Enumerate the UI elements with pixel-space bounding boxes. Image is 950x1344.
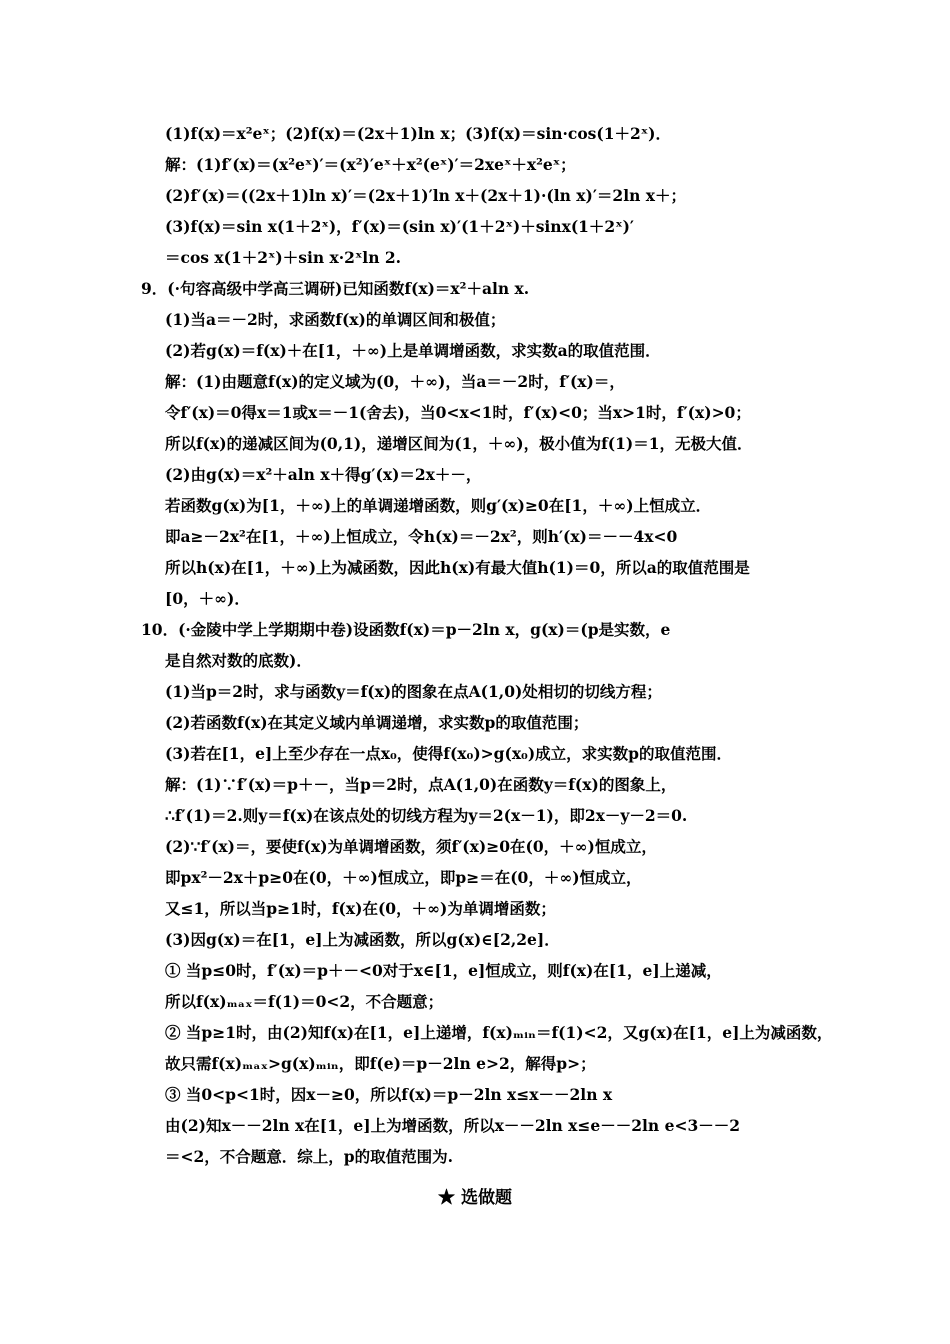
text-line: 所以h(x)在[1，＋∞)上为减函数，因此h(x)有最大值h(1)＝0，所以a的取值范围是 [165,558,750,577]
text-line: (2)∵f′(x)＝，要使f(x)为单调增函数，须f′(x)≥0在(0，＋∞)恒成立， [165,837,657,856]
text-line: (1)f(x)＝x²eˣ；(2)f(x)＝(2x＋1)ln x；(3)f(x)＝sin·cos(1＋2ˣ)． [165,124,671,143]
text-line: 解：(1)f′(x)＝(x²eˣ)′＝(x²)′eˣ＋x²(eˣ)′＝2xeˣ＋x²eˣ； [165,155,576,174]
text-line: 解：(1)∵f′(x)＝p＋－，当p＝2时，点A(1,0)在函数y＝f(x)的图象上， [165,775,677,794]
text-line: ② 当p≥1时，由(2)知f(x)在[1，e]上递增，f(x)ₘᵢₙ＝f(1)<2，又g(x)在[1，e]上为减函数， [165,1023,833,1042]
text-line: (3)若在[1，e]上至少存在一点x₀，使得f(x₀)>g(x₀)成立，求实数p的取值范围． [165,744,733,763]
text-line: 即px²－2x＋p≥0在(0，＋∞)恒成立，即p≥＝在(0，＋∞)恒成立， [165,868,642,887]
text-line: 由(2)知x－－2ln x在[1，e]上为增函数，所以x－－2ln x≤e－－2ln e<3－－2 [165,1116,741,1135]
section-title: ★ 选做题 [438,1188,512,1208]
text-line: (2)f′(x)＝((2x＋1)ln x)′＝(2x＋1)′ln x＋(2x＋1)·(ln x)′＝2ln x＋； [165,186,687,205]
text-line: (2)若g(x)＝f(x)＋在[1，＋∞)上是单调增函数，求实数a的取值范围． [165,341,661,360]
text-line: 故只需f(x)ₘₐₓ>g(x)ₘᵢₙ，即f(e)＝p－2ln e>2，解得p>； [165,1054,596,1073]
text-line: ＝<2，不合题意．综上，p的取值范围为. [165,1147,454,1166]
text-line: (3)f(x)＝sin x(1＋2ˣ)，f′(x)＝(sin x)′(1＋2ˣ)＋sinx(1＋2ˣ)′ [165,217,635,236]
problem-heading: 10．(·金陵中学上学期期中卷)设函数f(x)＝p－2ln x，g(x)＝(p是实数，e [141,620,671,639]
text-line: 所以f(x)的递减区间为(0,1)，递增区间为(1，＋∞)，极小值为f(1)＝1，无极大值． [165,434,753,453]
text-line: ＝cos x(1＋2ˣ)＋sin x·2ˣln 2. [165,248,402,267]
text-line: (2)由g(x)＝x²＋aln x＋得g′(x)＝2x＋－， [165,465,482,484]
text-line: (1)当a＝－2时，求函数f(x)的单调区间和极值； [165,310,506,329]
text-line: 又≤1，所以当p≥1时，f(x)在(0，＋∞)为单调增函数； [165,899,556,918]
text-line: 解：(1)由题意f(x)的定义域为(0，＋∞)，当a＝－2时，f′(x)＝， [165,372,625,391]
text-line: [0，＋∞)． [165,589,250,608]
text-line: 所以f(x)ₘₐₓ＝f(1)＝0<2，不合题意； [165,992,444,1011]
text-line: ① 当p≤0时，f′(x)＝p＋－<0对于x∈[1，e]恒成立，则f(x)在[1，e]上递减， [165,961,722,980]
text-line: (3)因g(x)＝在[1，e]上为减函数，所以g(x)∈[2,2e]． [165,930,560,949]
text-line: 若函数g(x)为[1，＋∞)上的单调递增函数，则g′(x)≥0在[1，＋∞)上恒成立． [165,496,712,515]
text-line: 是自然对数的底数)． [165,651,312,670]
text-line: ∴f′(1)＝2.则y＝f(x)在该点处的切线方程为y＝2(x－1)，即2x－y－2＝0. [165,806,688,825]
text-line: 令f′(x)＝0得x＝1或x＝－1(舍去)，当0<x<1时，f′(x)<0；当x>1时，f′(x)>0； [165,403,751,422]
text-line: ③ 当0<p<1时，因x－≥0，所以f(x)＝p－2ln x≤x－－2ln x [165,1085,613,1104]
problem-heading: 9．(·句容高级中学高三调研)已知函数f(x)＝x²＋aln x. [141,279,530,298]
text-line: (2)若函数f(x)在其定义域内单调递增，求实数p的取值范围； [165,713,589,732]
text-line: 即a≥－2x²在[1，＋∞)上恒成立，令h(x)＝－2x²，则h′(x)＝－－4x<0 [165,527,678,546]
text-line: (1)当p＝2时，求与函数y＝f(x)的图象在点A(1,0)处相切的切线方程； [165,682,662,701]
